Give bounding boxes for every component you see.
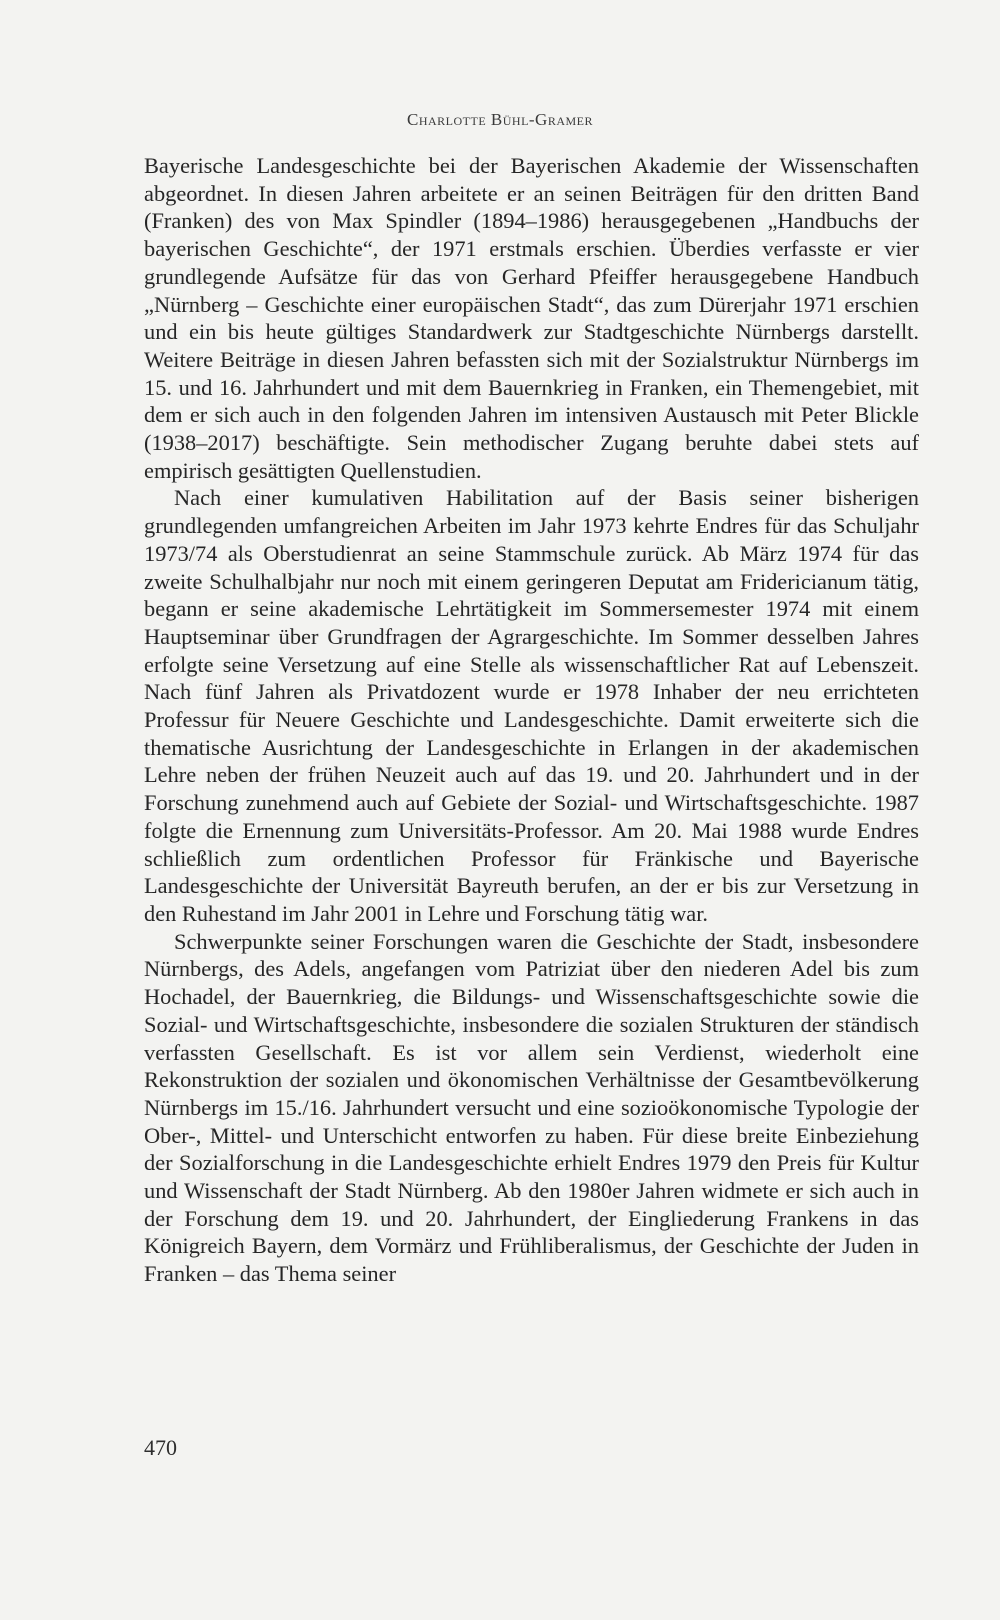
page-number: 470	[144, 1435, 177, 1460]
paragraph-1: Bayerische Landesgeschichte bei der Bayerischen Akademie der Wissenschaften abgeordnet. In diesen Jahren arbeitete er an seinen Beiträgen für den dritten Band (Franken) des von Max Spindler (1894–1986) herausgegebenen „Handbuchs der bayerischen Geschichte“, der 1971 erstmals erschien. Überdies verfasste er vier grundlegende Aufsätze für das von Gerhard Pfeiffer herausgegebene Handbuch „Nürnberg – Geschichte einer europäischen Stadt“, das zum Dürerjahr 1971 erschien und ein bis heute gültiges Standardwerk zur Stadtgeschichte Nürnbergs darstellt. Weitere Beiträge in diesen Jahren befassten sich mit der Sozialstruktur Nürnbergs im 15. und 16. Jahrhundert und mit dem Bauernkrieg in Franken, ein Themengebiet, mit dem er sich auch in den folgenden Jahren im intensiven Austausch mit Peter Blickle (1938–2017) beschäftigte. Sein methodischer Zugang beruhte dabei stets auf empirisch gesättigten Quellenstudien.	[144, 153, 919, 483]
paragraph-3: Schwerpunkte seiner Forschungen waren die Geschichte der Stadt, insbesondere Nürnbergs, des Adels, angefangen vom Patriziat über den niederen Adel bis zum Hochadel, der Bauernkrieg, die Bildungs- und Wissenschaftsgeschichte sowie die Sozial- und Wirtschaftsgeschichte, insbesondere die sozialen Strukturen der ständisch verfassten Gesellschaft. Es ist vor allem sein Verdienst, wiederholt eine Rekonstruktion der sozialen und ökonomischen Verhältnisse der Gesamtbevölkerung Nürnbergs im 15./16. Jahrhundert versucht und eine sozioökonomische Typologie der Ober-, Mittel- und Unterschicht entworfen zu haben. Für diese breite Einbeziehung der Sozialforschung in die Landesgeschichte erhielt Endres 1979 den Preis für Kultur und Wissenschaft der Stadt Nürnberg. Ab den 1980er Jahren widmete er sich auch in der Forschung dem 19. und 20. Jahrhundert, der Eingliederung Frankens in das Königreich Bayern, dem Vormärz und Frühliberalismus, der Geschichte der Juden in Franken – das Thema seiner	[144, 928, 919, 1287]
body-text	[144, 152, 919, 1288]
running-head: Charlotte Bühl-Gramer	[406, 110, 594, 129]
paragraph-2: Nach einer kumulativen Habilitation auf der Basis seiner bisherigen grundlegenden umfangreichen Arbeiten im Jahr 1973 kehrte Endres für das Schuljahr 1973/74 als Oberstudienrat an seine Stammschule zurück. Ab März 1974 für das zweite Schulhalbjahr nur noch mit einem geringeren Deputat am Fridericianum tätig, begann er seine akademische Lehrtätigkeit im Sommersemester 1974 mit einem Hauptseminar über Grundfragen der Agrargeschichte. Im Sommer desselben Jahres erfolgte seine Versetzung auf eine Stelle als wissenschaftlicher Rat auf Lebenszeit. Nach fünf Jahren als Privatdozent wurde er 1978 Inhaber der neu errichteten Professur für Neuere Geschichte und Landesgeschichte. Damit erweiterte sich die thematische Ausrichtung der Landesgeschichte in Erlangen in der akademischen Lehre neben der frühen Neuzeit auch auf das 19. und 20. Jahrhundert und in der Forschung zunehmend auch auf Gebiete der Sozial- und Wirtschaftsgeschichte. 1987 folgte die Ernennung zum Universitäts-Professor. Am 20. Mai 1988 wurde Endres schließlich zum ordentlichen Professor für Fränkische und Bayerische Landesgeschichte der Universität Bayreuth berufen, an der er bis zur Versetzung in den Ruhestand im Jahr 2001 in Lehre und Forschung tätig war.	[144, 485, 919, 926]
